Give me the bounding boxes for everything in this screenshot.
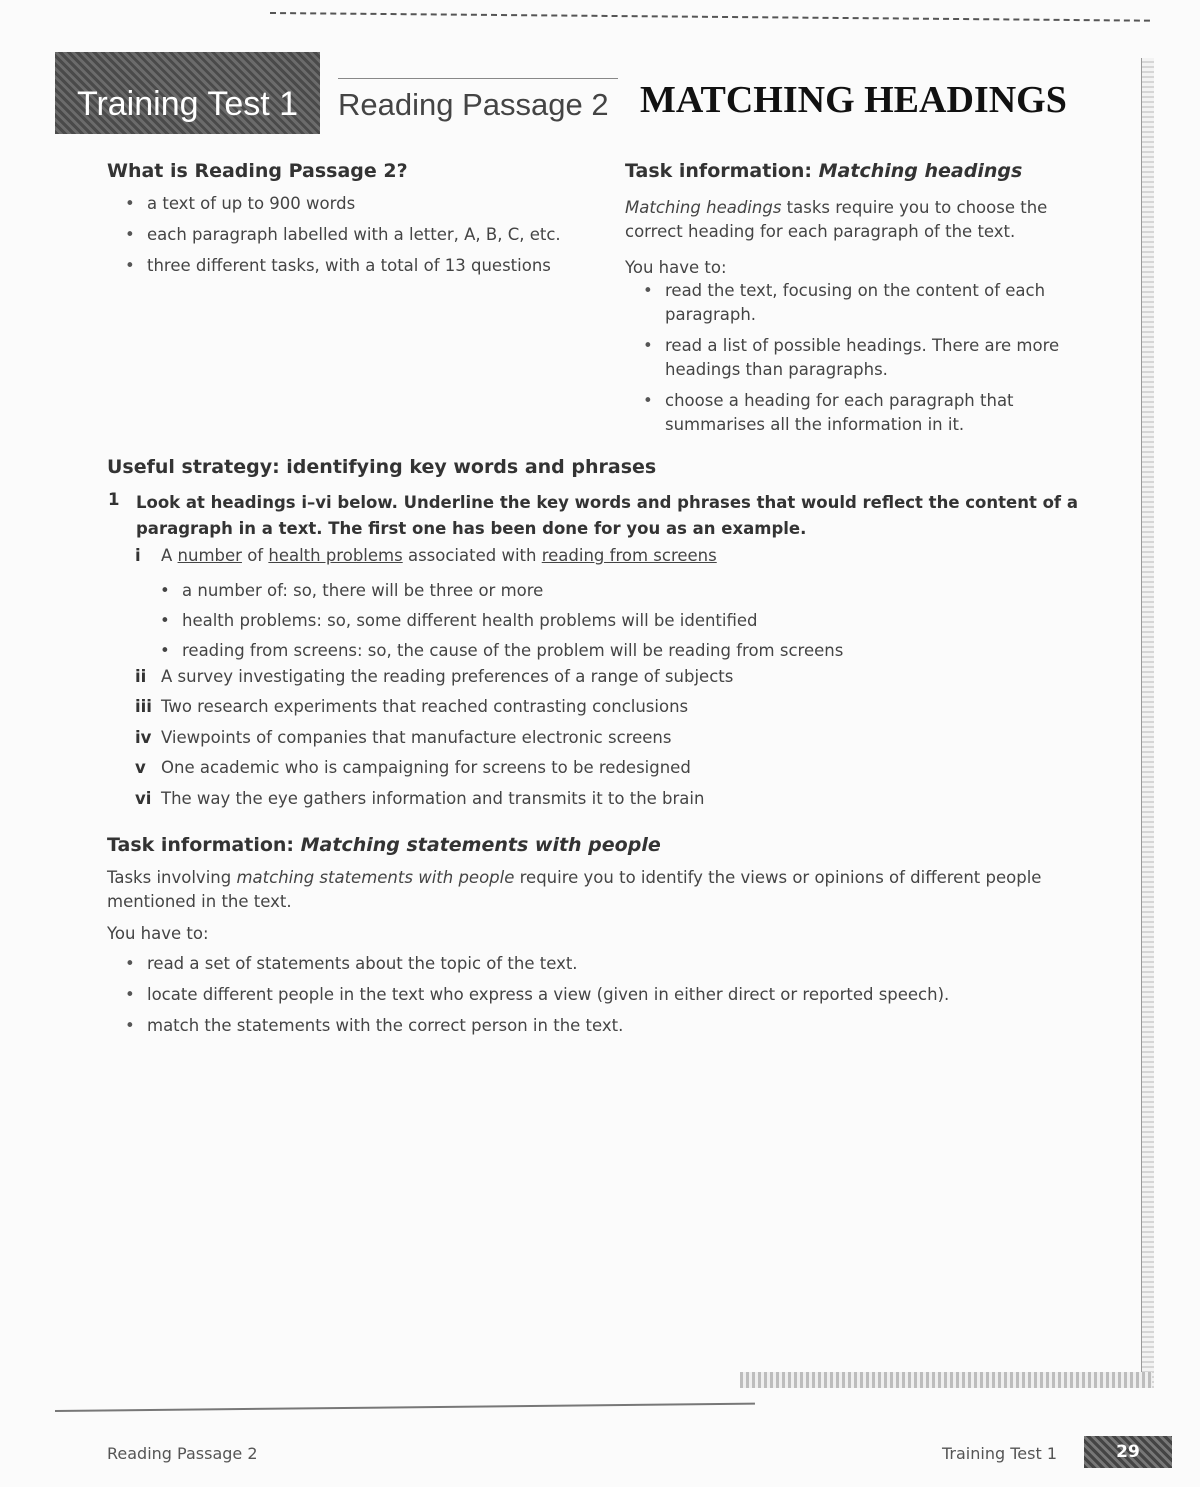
underlined-keyword: health problems — [268, 546, 403, 565]
heading-text: Two research experiments that reached contrasting conclusions — [161, 697, 689, 716]
heading-numeral: ii — [135, 667, 147, 686]
what-is-heading: What is Reading Passage 2? — [107, 160, 408, 182]
list-item: • health problems: so, some different health problems will be identified — [160, 606, 843, 636]
test-badge-label: Training Test 1 — [76, 85, 299, 123]
strategy-heading: Useful strategy: identifying key words and phrases — [107, 456, 657, 478]
intro-part: require you to identify the views or opinions of different people mentioned in the text. — [107, 868, 1042, 911]
page-title: MATCHING HEADINGS — [640, 79, 1067, 121]
list-item: • match the statements with the correct person in the text. — [125, 1014, 1105, 1038]
heading-numeral: iii — [135, 697, 152, 716]
list-item: • read the text, focusing on the content of each paragraph. — [643, 279, 1063, 327]
heading-prefix: Task information: — [625, 160, 819, 182]
heading-italic: Matching headings — [818, 160, 1023, 182]
intro-italic: Matching headings — [625, 198, 782, 217]
heading-text: Viewpoints of companies that manufacture electronic screens — [161, 728, 672, 747]
page-number: 29 — [1084, 1436, 1172, 1468]
example-notes — [160, 576, 843, 666]
intro-part: Tasks involving — [107, 868, 237, 887]
section-title: Reading Passage 2 — [338, 78, 618, 123]
exercise-instruction: Look at headings i–vi below. Underline the key words and phrases that would reflect the content of a paragraph in a text. The first one has been done for you as an example. — [136, 493, 1078, 538]
heading-item — [135, 667, 733, 686]
list-item: • read a set of statements about the topic of the text. — [125, 952, 1105, 976]
intro-italic: matching statements with people — [236, 868, 515, 887]
list-item: • reading from screens: so, the cause of the problem will be reading from screens — [160, 636, 843, 666]
heading-text: One academic who is campaigning for screens to be redesigned — [161, 758, 691, 777]
heading-item — [135, 546, 717, 565]
heading-numeral: v — [135, 758, 146, 777]
matching-headings-intro — [625, 196, 1075, 244]
list-item: • a number of: so, there will be three or more — [160, 576, 843, 606]
text-span: of — [241, 546, 269, 565]
heading-numeral: vi — [135, 789, 152, 808]
heading-item — [135, 697, 688, 716]
list-item: • choose a heading for each paragraph that summarises all the information in it. — [643, 389, 1063, 437]
matching-headings-steps — [643, 279, 1063, 444]
text-span: associated with — [402, 546, 542, 565]
intro-rest: tasks require you to choose the correct heading for each paragraph of the text. — [625, 198, 1048, 241]
heading-numeral: iv — [135, 728, 152, 747]
heading-text: A survey investigating the reading preferences of a range of subjects — [161, 667, 734, 686]
list-item: • read a list of possible headings. There are more headings than paragraphs. — [643, 334, 1063, 382]
you-have-to-label: You have to: — [625, 258, 727, 277]
heading-prefix: Task information: — [107, 834, 301, 856]
test-badge — [55, 52, 320, 134]
list-item: • each paragraph labelled with a letter, A, B, C, etc. — [125, 223, 595, 247]
footer-section-label: Reading Passage 2 — [107, 1444, 258, 1463]
footer-rule — [55, 1403, 755, 1412]
scan-bottom-edge — [740, 1372, 1152, 1388]
footer-test-label: Training Test 1 — [942, 1444, 1057, 1463]
exercise-1 — [108, 490, 1108, 542]
heading-item — [135, 728, 671, 747]
list-item: • locate different people in the text who express a view (given in either direct or reported speech). — [125, 983, 1105, 1007]
heading-item — [135, 758, 691, 777]
matching-people-steps — [125, 952, 1105, 1045]
list-item: • three different tasks, with a total of 13 questions — [125, 254, 595, 278]
exercise-number: 1 — [108, 490, 120, 509]
scan-page-edge — [1141, 58, 1154, 1388]
list-item: • a text of up to 900 words — [125, 192, 595, 216]
underlined-keyword: reading from screens — [541, 546, 717, 565]
heading-italic: Matching statements with people — [300, 834, 661, 856]
matching-people-info-heading — [107, 834, 661, 856]
text-span: A — [161, 546, 178, 565]
heading-text: The way the eye gathers information and transmits it to the brain — [161, 789, 705, 808]
underlined-keyword: number — [177, 546, 242, 565]
you-have-to-label: You have to: — [107, 924, 209, 943]
matching-people-intro — [107, 866, 1092, 914]
heading-item — [135, 789, 704, 808]
matching-headings-info-heading — [625, 160, 1022, 182]
heading-numeral: i — [135, 546, 141, 565]
scan-dashed-line — [270, 12, 1150, 22]
what-is-list — [125, 192, 595, 285]
